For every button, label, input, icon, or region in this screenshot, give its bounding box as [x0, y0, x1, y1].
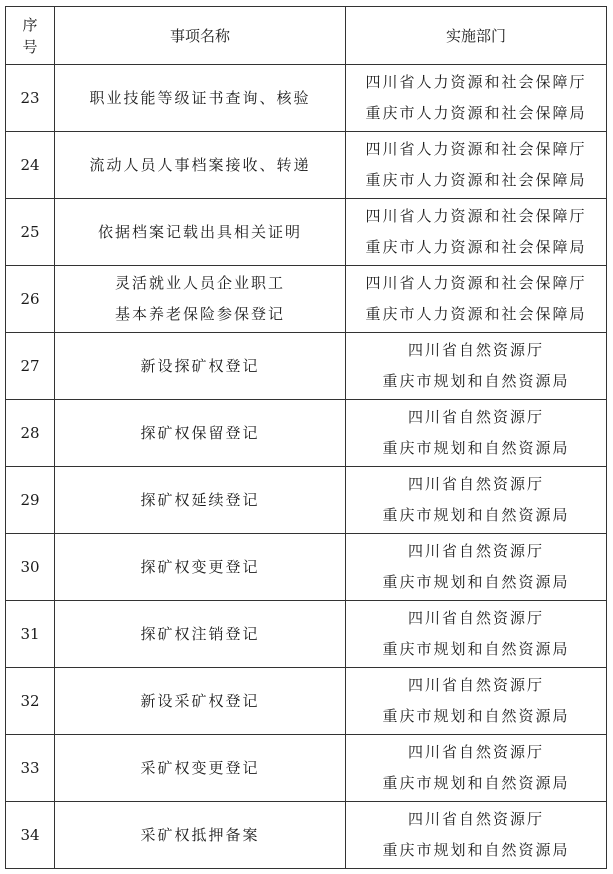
item-name-cell — [55, 199, 346, 266]
department-cell — [346, 601, 607, 668]
department-name: 四川省自然资源厅 — [407, 810, 544, 828]
department-name: 四川省自然资源厅 — [407, 609, 544, 627]
item-name: 依据档案记载出具相关证明 — [97, 222, 302, 241]
department-name: 四川省自然资源厅 — [407, 408, 544, 426]
item-name: 探矿权变更登记 — [140, 557, 260, 576]
row-number: 29 — [6, 467, 55, 534]
table-row — [6, 601, 607, 668]
item-name: 探矿权延续登记 — [140, 490, 260, 509]
item-name-cell — [55, 467, 346, 534]
department-name: 重庆市人力资源和社会保障局 — [365, 171, 587, 189]
item-name-cell — [55, 266, 346, 333]
department-cell — [346, 467, 607, 534]
table-header — [6, 7, 607, 65]
row-number: 25 — [6, 199, 55, 266]
service-items-table — [5, 6, 607, 869]
row-number: 27 — [6, 333, 55, 400]
table-row — [6, 735, 607, 802]
table-row — [6, 199, 607, 266]
item-name: 基本养老保险参保登记 — [114, 305, 285, 323]
department-cell — [346, 802, 607, 869]
department-name: 重庆市规划和自然资源局 — [382, 640, 570, 658]
table-row — [6, 400, 607, 467]
header-seq — [6, 7, 55, 65]
department-name: 四川省自然资源厅 — [407, 676, 544, 694]
item-name: 灵活就业人员企业职工 — [114, 274, 285, 292]
department-cell — [346, 668, 607, 735]
row-number: 32 — [6, 668, 55, 735]
item-name: 采矿权变更登记 — [140, 758, 260, 777]
department-cell — [346, 735, 607, 802]
department-name: 重庆市规划和自然资源局 — [382, 439, 570, 457]
row-number: 24 — [6, 132, 55, 199]
department-name: 四川省人力资源和社会保障厅 — [365, 73, 587, 91]
department-name: 重庆市规划和自然资源局 — [382, 506, 570, 524]
department-name: 四川省自然资源厅 — [407, 341, 544, 359]
table-row — [6, 668, 607, 735]
table-row — [6, 65, 607, 132]
department-cell — [346, 132, 607, 199]
item-name: 探矿权保留登记 — [140, 423, 260, 442]
header-seq-line1: 序 — [22, 15, 38, 34]
department-name: 四川省自然资源厅 — [407, 475, 544, 493]
item-name-cell — [55, 132, 346, 199]
item-name-cell — [55, 668, 346, 735]
department-name: 重庆市人力资源和社会保障局 — [365, 104, 587, 122]
department-name: 重庆市规划和自然资源局 — [382, 774, 570, 792]
header-seq-line2: 号 — [22, 37, 38, 56]
row-number: 28 — [6, 400, 55, 467]
item-name: 探矿权注销登记 — [140, 624, 260, 643]
department-cell — [346, 65, 607, 132]
header-dept: 实施部门 — [346, 7, 607, 65]
row-number: 34 — [6, 802, 55, 869]
table-row — [6, 534, 607, 601]
department-name: 重庆市人力资源和社会保障局 — [365, 238, 587, 256]
table-row — [6, 266, 607, 333]
table-row — [6, 802, 607, 869]
item-name: 新设采矿权登记 — [140, 691, 260, 710]
row-number: 33 — [6, 735, 55, 802]
table-row — [6, 467, 607, 534]
department-name: 四川省人力资源和社会保障厅 — [365, 207, 587, 225]
row-number: 31 — [6, 601, 55, 668]
row-number: 23 — [6, 65, 55, 132]
department-name: 四川省自然资源厅 — [407, 542, 544, 560]
item-name-cell — [55, 400, 346, 467]
item-name-cell — [55, 802, 346, 869]
department-cell — [346, 199, 607, 266]
table-body — [6, 65, 607, 869]
department-cell — [346, 266, 607, 333]
item-name: 职业技能等级证书查询、核验 — [89, 88, 311, 107]
item-name-cell — [55, 333, 346, 400]
row-number: 30 — [6, 534, 55, 601]
department-name: 四川省人力资源和社会保障厅 — [365, 274, 587, 292]
department-name: 四川省人力资源和社会保障厅 — [365, 140, 587, 158]
department-name: 重庆市人力资源和社会保障局 — [365, 305, 587, 323]
department-cell — [346, 534, 607, 601]
item-name: 流动人员人事档案接收、转递 — [89, 155, 311, 174]
item-name: 采矿权抵押备案 — [140, 825, 260, 844]
department-name: 重庆市规划和自然资源局 — [382, 372, 570, 390]
department-cell — [346, 333, 607, 400]
row-number: 26 — [6, 266, 55, 333]
table-row — [6, 132, 607, 199]
department-name: 重庆市规划和自然资源局 — [382, 573, 570, 591]
item-name-cell — [55, 65, 346, 132]
department-name: 重庆市规划和自然资源局 — [382, 841, 570, 859]
item-name-cell — [55, 735, 346, 802]
department-name: 重庆市规划和自然资源局 — [382, 707, 570, 725]
table-row — [6, 333, 607, 400]
department-name: 四川省自然资源厅 — [407, 743, 544, 761]
item-name: 新设探矿权登记 — [140, 356, 260, 375]
department-cell — [346, 400, 607, 467]
header-item: 事项名称 — [55, 7, 346, 65]
item-name-cell — [55, 534, 346, 601]
item-name-cell — [55, 601, 346, 668]
header-row — [6, 7, 607, 65]
